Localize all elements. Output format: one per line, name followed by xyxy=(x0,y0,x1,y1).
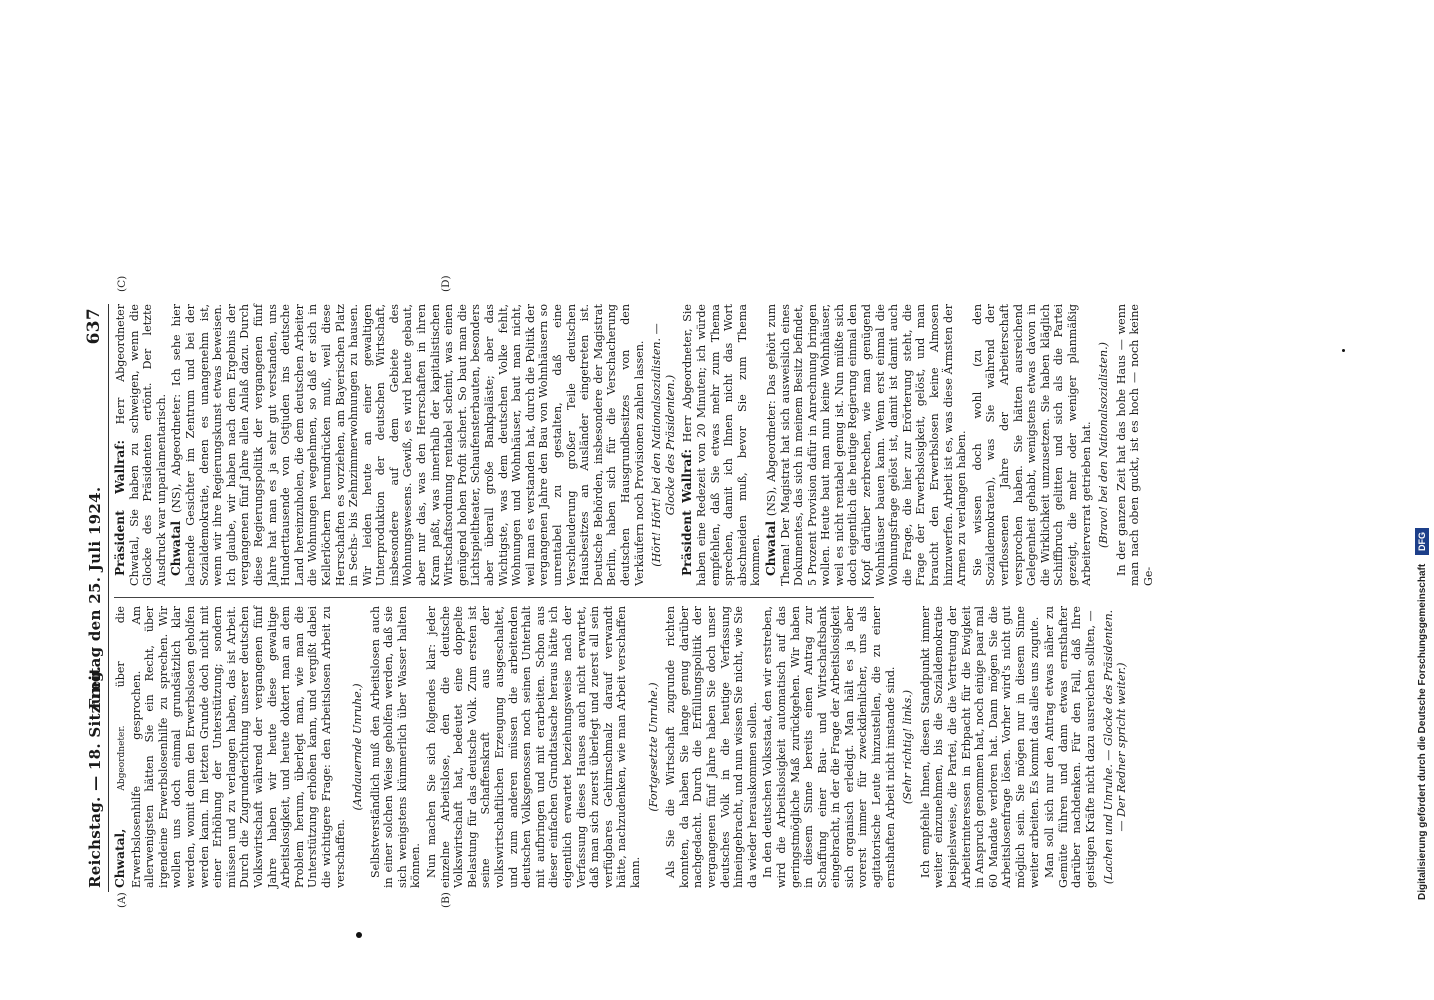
margin-mark-c: (C) xyxy=(116,275,128,292)
speaker-role: (NS), Abgeordneter: xyxy=(764,400,778,517)
body-paragraph: Als Sie die Wirtschaft zugrunde richten konnten, da haben Sie lange genug darüber nachgedacht. Durch die Erfüllungspolitik der vergangenen fünf Jahre haben Sie doch unser deutsches Volk in die heutige Verfassung hineingebracht, und nun wissen Sie nicht, wie Sie da wieder herauskommen sollen. xyxy=(664,606,759,888)
speaker-paragraph xyxy=(765,304,969,586)
body-paragraph: Nun machen Sie sich folgendes klar: jeder einzelne Arbeitslose, den die deutsche Volkswirtschaft hat, bedeutet eine doppelte Belastung für das deutsche Volk. Zum ersten ist seine Schaffenskraft aus der volkswirtschaftlichen Erzeugung ausgeschaltet, und zum anderen müssen die arbeitenden deutschen Volksgenossen noch seinen Unterhalt mit aufbringen und mit erarbeiten. Schon aus dieser einfachen Grundtatsache heraus hätte ich eigentlich erwartet beziehungsweise nach der Verfassung dieses Hauses auch nicht erwartet, daß man sich zuerst überlegt und zuerst all sein verfügbares Gehirnschmalz darauf verwandt hätte, nachzudenken, wie man Arbeit verschaffen kann. xyxy=(425,606,642,888)
speaker-role: Abgeordneter. xyxy=(117,725,127,791)
speech-text: Herr Abgeordneter Chwatal, Sie haben zu schweigen, wenn die Glocke des Präsidenten ertönt. Der letzte Ausdruck war unparlamentarisch. xyxy=(114,303,168,586)
speech-text: über die Erwerbslosenhilfe gesprochen. Am allerwenigsten hätten Sie ein Recht, über irgendeine Erwerbslosenhilfe zu sprechen. Wir wollen uns doch einmal grundsätzlich klar werden, womit denn den Erwerbslosen geholfen werden kann. Im letzten Grunde doch nicht mit einer Erhöhung der Unterstützung; sondern müssen und zu verlangen haben, das ist Arbeit. Durch die Zugrunderichtung unserer deutschen Volkswirtschaft während der vergangenen fünf Jahre haben wir heute diese gewaltige Arbeitslosigkeit, und heute doktert man an dem Problem herum, überlegt man, wie man die Unterstützung erhöhen kann, und vergißt dabei die wichtigere Frage: den Arbeitslosen Arbeit zu verschaffen. xyxy=(114,606,347,888)
header-session: Reichstag. — 18. Sitzung. xyxy=(86,665,104,888)
speaker-name: Präsident Wallraf: xyxy=(113,440,127,576)
speck-mark xyxy=(1342,349,1345,352)
speaker-paragraph xyxy=(114,304,168,586)
column-divider xyxy=(114,597,874,598)
dfg-logo: DFG xyxy=(1415,528,1429,555)
header-date: Freitag den 25. Juli 1924. xyxy=(86,486,104,710)
dfg-credit xyxy=(1412,0,1434,1000)
body-paragraph: Man soll sich nur den Antrag etwas näher zu Gemüte führen und dann etwas ernsthafter darüber nachdenken. Für den Fall, daß Ihre geistigen Kräfte nicht dazu ausreichen sollten, — xyxy=(1043,606,1097,888)
left-column xyxy=(113,606,1129,888)
speaker-paragraph xyxy=(114,606,347,888)
speech-text: Herr Abgeordneter, Sie haben eine Redezeit von 20 Minuten; ich würde empfehlen, daß Sie etwas mehr zum Thema sprechen, damit ich Ihnen nicht das Wort abschneiden muß, bevor Sie zum Thema kommen. xyxy=(681,304,763,586)
dfg-sidebar xyxy=(1412,0,1434,1000)
speaker-name: Chwatal, xyxy=(113,828,127,888)
body-paragraph: In den deutschen Volksstaat, den wir erstreben, wird die Arbeitslosigkeit automatisch auf das geringstmögliche Maß zurückgehen. Wir haben in diesem Sinne bereits einen Antrag zur Schaffung einer Bau- und Wirtschaftsbank eingebracht, in der die Frage der Arbeitslosigkeit sich organisch erledigt. Man hält es ja aber vorerst immer für zweckdienlicher, uns als agitatorische Leute hinzustellen, die zu einer ernsthaften Arbeit nicht imstande sind. xyxy=(761,606,897,888)
speaker-name: Präsident Wallraf: xyxy=(680,448,695,576)
margin-mark-b: (B) xyxy=(440,892,452,908)
body-paragraph: Ich empfehle Ihnen, diesen Standpunkt immer weiter einzunehmen, bis die Sozialdemokratie beispielsweise, die Partei, die die Vertretung der Arbeiterinteressen in Erbpacht für die Ewigkeit in Anspruch genommen hat, noch einige paar mal 60 Mandate verloren hat. Dann mögen Sie die Arbeitslosenfrage lösen. Vorher wird's nicht gut möglich sein. Sie mögen nur in diesem Sinne weiter arbeiten. Es kommt das alles uns zugute. xyxy=(918,606,1041,888)
speech-text: Das gehört zum Thema! Der Magistrat hat sich ausweislich eines Dokumentes, das sich in meinem Besitz befindet, 5 Prozent Provision dafür in Anrechnung bringen wollen. Heute baut man nun keine Wohnhäuser, weil es nicht rentabel genug ist. Nun müßte sich doch eigentlich die heutige Regierung einmal den Kopf darüber zerbrechen, wie man genügend Wohnhäuser bauen kann. Wenn erst einmal die Wohnungsfrage gelöst ist, damit ist damit auch die Frage, die hier zur Erörterung steht, die Frage der Erwerbslosigkeit, gelöst, und man braucht den Erwerbslosen keine Almosen hinzuwerfen. Arbeit ist es, was diese Ärmsten der Armen zu verlangen haben. xyxy=(764,303,969,586)
speech-text: Ich sehe hier lachende Gesichter im Zentrum und bei der Sozialdemokratie, denen es unangenehm ist, wenn wir ihre Regierungskunst etwas beweisen. Ich glaube, wir haben nach dem Ergebnis der vergangenen fünf Jahre allen Anlaß dazu. Durch diese Regierungspolitik der vergangenen fünf Jahre hat man es ja sehr gut verstanden, uns Hunderttausende von Ostjuden ins deutsche Land hereinzuholen, die dem deutschen Arbeiter die Wohnungen wegnehmen, so daß er sich in Kellerlöchern herumdrücken muß, weil diese Herrschaften es vorziehen, am Bayerischen Platz in Sechs- bis Zehnzimmerwohnungen zu hausen. Wir leiden heute an einer gewaltigen Unterproduktion der deutschen Wirtschaft, insbesondere auf dem Gebiete des Wohnungswesens. Gewiß, es wird heute gebaut, aber nur das, was den Herrschaften in ihren Kram paßt, was innerhalb der kapitalistischen Wirtschaftsordnung rentabel scheint, was einen genügend hohen Profit sichert. So baut man die Lichtspieltheater, Schaufensterbauten, besonders aber überall große Bankpaläste; aber das Wichtigste, was dem deutschen Volke fehlt, Wohnungen und Wohnhäuser, baut man nicht, weil man es verstanden hat, durch die Politik der vergangenen Jahre den Bau von Wohnhäusern so unrentabel zu gestalten, daß eine Verschleuderung großer Teile deutschen Hausbesitzes an Ausländer eingetreten ist. Deutsche Behörden, insbesondere der Magistrat Berlin, haben sich für die Verschacherung deutschen Hausgrundbesitzes von den Verkäufern noch Provisionen zahlen lassen. xyxy=(170,303,646,586)
speaker-paragraph xyxy=(170,304,646,586)
margin-mark-a: (A) xyxy=(116,892,128,908)
page-header xyxy=(84,304,108,892)
page-number: 637 xyxy=(84,308,104,345)
dfg-credit-text: Digitalisierung gefördert durch die Deutsche Forschungsgemeinschaft xyxy=(1417,563,1428,900)
interjection: (Andauernde Unruhe.) xyxy=(351,683,365,811)
interjection: (Lachen und Unruhe. — Glocke des Präsidenten. — Der Redner spricht weiter.) xyxy=(1101,609,1129,885)
interjection: (Fortgesetzte Unruhe.) xyxy=(646,682,660,812)
speaker-name: Chwatal xyxy=(169,520,184,576)
interjection: (Hört! Hört! bei den Nationalsozialisten. — Glocke des Präsidenten.) xyxy=(650,323,677,567)
margin-mark-d: (D) xyxy=(440,275,452,292)
interjection: (Bravo! bei den Nationalsozialisten.) xyxy=(1097,342,1111,548)
header-rule xyxy=(108,304,109,892)
body-paragraph: In der ganzen Zeit hat das hohe Haus — wenn man nach oben guckt, ist es hoch — noch keine Ge- xyxy=(1114,304,1155,586)
right-column xyxy=(114,304,1429,586)
speaker-name: Chwatal xyxy=(763,520,778,576)
body-paragraph: Sie wissen doch wohl (zu den Sozialdemokraten), was Sie während der verflossenen Jahre der Arbeiterschaft versprochen haben. Sie hätten ausreichend Gelegenheit gehabt, wenigstens etwas davon in die Wirklichkeit umzusetzen. Sie haben kläglich Schiffbruch gelitten und sich als die Partei gezeigt, die mehr oder weniger planmäßig Arbeiterverrat getrieben hat. xyxy=(970,304,1093,586)
body-paragraph: Selbstverständlich muß den Arbeitslosen auch in einer solchen Weise geholfen werden, daß sie sich wenigstens kümmerlich über Wasser halten können. xyxy=(368,606,423,888)
punch-hole-mark xyxy=(356,932,362,938)
interjection: (Sehr richtig! links.) xyxy=(901,689,915,805)
speaker-role: (NS), Abgeordneter: xyxy=(170,393,184,513)
speaker-paragraph xyxy=(681,304,763,586)
